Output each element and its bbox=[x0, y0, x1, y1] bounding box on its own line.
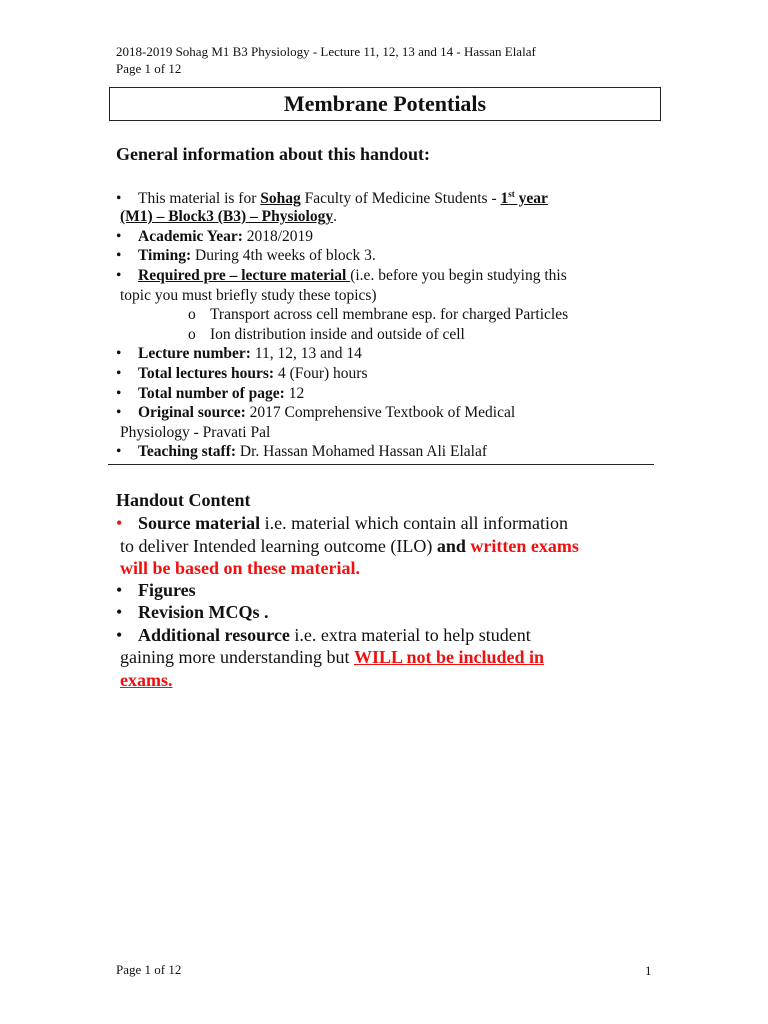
list-item-cont: to deliver Intended learning outcome (ILO) and written exams bbox=[120, 536, 579, 556]
divider bbox=[108, 464, 654, 465]
footer-page: Page 1 of 12 bbox=[116, 962, 182, 977]
content-heading: Handout Content bbox=[116, 490, 251, 510]
list-item: • Revision MCQs . bbox=[116, 602, 269, 622]
list-item: • Additional resource i.e. extra material to help student bbox=[116, 625, 531, 645]
list-item: • Timing: During 4th weeks of block 3. bbox=[116, 247, 376, 264]
list-item: • Original source: 2017 Comprehensive Textbook of Medical bbox=[116, 404, 516, 421]
running-header: 2018-2019 Sohag M1 B3 Physiology - Lecture 11, 12, 13 and 14 - Hassan Elalaf bbox=[116, 44, 536, 59]
running-header-page: Page 1 of 12 bbox=[116, 61, 182, 76]
list-item-cont: (M1) – Block3 (B3) – Physiology. bbox=[120, 208, 337, 225]
list-item: • Required pre – lecture material (i.e. before you begin studying this bbox=[116, 267, 567, 284]
list-item-cont: exams. bbox=[120, 670, 173, 690]
general-heading: General information about this handout: bbox=[116, 144, 431, 164]
page-number: 1 bbox=[645, 963, 652, 978]
list-item-cont: gaining more understanding but WILL not be included in bbox=[120, 647, 545, 667]
page-title: Membrane Potentials bbox=[109, 87, 661, 121]
list-item: • Total lectures hours: 4 (Four) hours bbox=[116, 365, 368, 382]
list-item: • Teaching staff: Dr. Hassan Mohamed Hassan Ali Elalaf bbox=[116, 443, 487, 460]
list-item-cont: will be based on these material. bbox=[120, 558, 360, 578]
list-item-cont: Physiology - Pravati Pal bbox=[120, 424, 271, 441]
sub-list-item: o Transport across cell membrane esp. for charged Particles bbox=[188, 306, 569, 323]
list-item: • Total number of page: 12 bbox=[116, 385, 305, 402]
list-item: • Source material i.e. material which contain all information bbox=[116, 513, 569, 533]
list-item-cont: topic you must briefly study these topics) bbox=[120, 287, 377, 304]
list-item: • Lecture number: 11, 12, 13 and 14 bbox=[116, 345, 362, 362]
list-item: • Figures bbox=[116, 580, 196, 600]
list-item: • This material is for Sohag Faculty of Medicine Students - 1st year bbox=[116, 189, 548, 208]
sub-list-item: o Ion distribution inside and outside of cell bbox=[188, 326, 465, 343]
list-item: • Academic Year: 2018/2019 bbox=[116, 228, 314, 245]
